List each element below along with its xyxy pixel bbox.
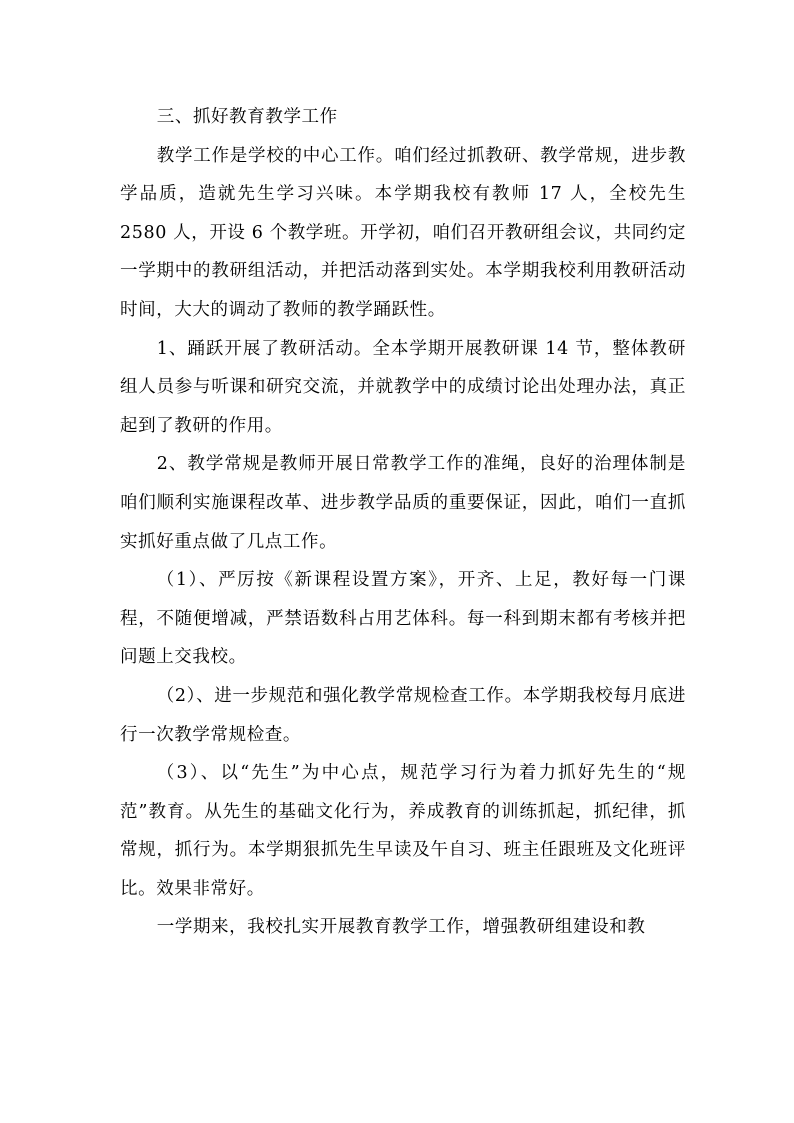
paragraph-subitem-1: （1）、严厉按《新课程设置方案》，开齐、上足，教好每一门课程，不随便增减，严禁语数科占用艺体科。每一科到期末都有考核并把问题上交我校。 <box>120 570 686 668</box>
paragraph-item-2: 2、教学常规是教师开展日常教学工作的准绳，良好的治理体制是咱们顺利实施课程改革、进步教学品质的重要保证，因此，咱们一直抓实抓好重点做了几点工作。 <box>120 454 686 552</box>
document-body <box>120 98 686 947</box>
paragraph-closing: 一学期来，我校扎实开展教育教学工作，增强教研组建设和教 <box>156 917 646 938</box>
paragraph-subitem-3: （3）、以“先生”为中心点，规范学习行为着力抓好先生的“规范”教育。从先生的基础文化行为，养成教育的训练抓起，抓纪律，抓常规，抓行为。本学期狠抓先生早读及午自习、班主任跟班及文化班评比。效果非常好。 <box>120 763 686 899</box>
section-heading: 三、抓好教育教学工作 <box>156 107 338 127</box>
paragraph-intro: 教学工作是学校的中心工作。咱们经过抓教研、教学常规，进步教学品质，造就先生学习兴味。本学期我校有教师 17 人，全校先生 2580 人，开设 6 个教学班。开学初，咱们召开教研组会议，共同约定一学期中的教研组活动，并把活动落到实处。本学期我校利用教研活动时间，大大的调动了教师的教学踊跃性。 <box>120 145 686 320</box>
paragraph-subitem-2: （2）、进一步规范和强化教学常规检查工作。本学期我校每月底进行一次教学常规检查。 <box>120 685 686 745</box>
paragraph-item-1: 1、踊跃开展了教研活动。全本学期开展教研课 14 节，整体教研组人员参与听课和研究交流，并就教学中的成绩讨论出处理办法，真正起到了教研的作用。 <box>120 338 686 436</box>
